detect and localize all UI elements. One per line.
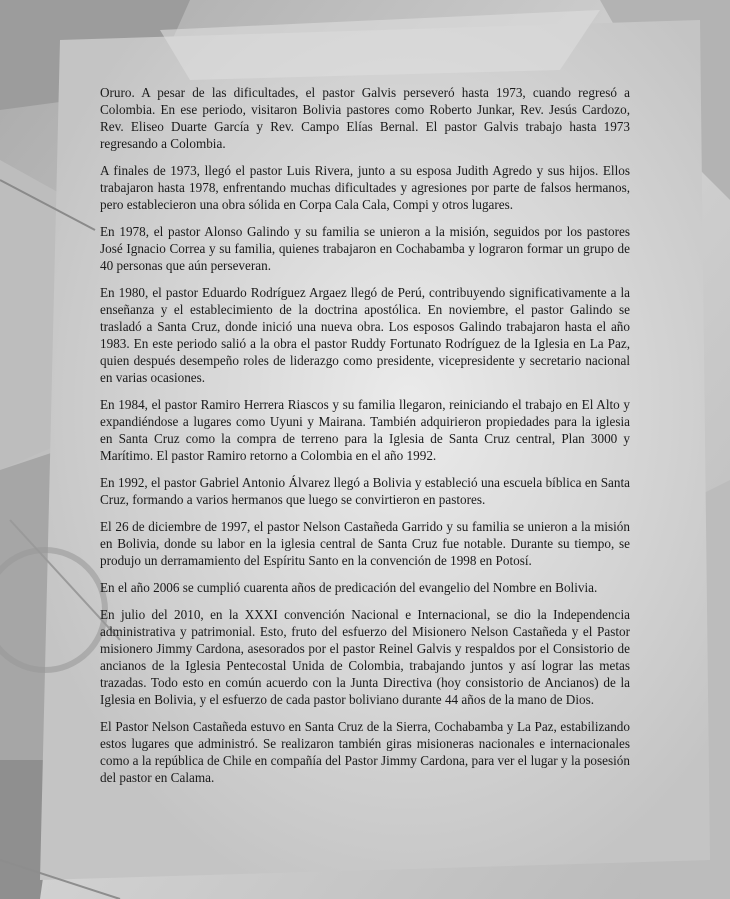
paragraph-8: En el año 2006 se cumplió cuarenta años de predicación del evangelio del Nombre en Bolivia. [100,580,598,595]
paragraph-1: Oruro. A pesar de las dificultades, el pastor Galvis perseveró hasta 1973, cuando regresó a Colombia. En ese periodo, visitaron Bolivia pastores como Roberto Junkar, Rev. Jesús Cardozo, Rev. Eliseo Duarte García y Rev. Campo Elías Bernal. El pastor Galvis trabajo hasta 1973 regresando a Colombia. [100,85,630,151]
document-body [100,84,630,796]
paragraph-5: En 1984, el pastor Ramiro Herrera Riascos y su familia llegaron, reiniciando el trabajo en El Alto y expandiéndose a lugares como Uyuni y Mairana. También adquirieron propiedades para la iglesia en Santa Cruz como la compra de terreno para la Iglesia de Santa Cruz central, Plan 3000 y Marítimo. El pastor Ramiro retorno a Colombia en el año 1992. [100,397,630,463]
paragraph-2: A finales de 1973, llegó el pastor Luis Rivera, junto a su esposa Judith Agredo y sus hijos. Ellos trabajaron hasta 1978, enfrentando muchas dificultades y agresiones por parte de falsos hermanos, pero establecieron una obra sólida en Corpa Cala Cala, Compi y otros lugares. [100,163,630,212]
paragraph-7: El 26 de diciembre de 1997, el pastor Nelson Castañeda Garrido y su familia se unieron a la misión en Bolivia, donde su labor en la iglesia central de Santa Cruz fue notable. Durante su tiempo, se produjo un derramamiento del Espíritu Santo en la convención de 1998 en Potosí. [100,519,630,568]
paragraph-4: En 1980, el pastor Eduardo Rodríguez Argaez llegó de Perú, contribuyendo significativamente a la enseñanza y el establecimiento de la doctrina apostólica. En noviembre, el pastor Galindo se trasladó a Santa Cruz, donde inició una nueva obra. Los esposos Galindo trabajaron hasta el año 1983. En este periodo salió a la obra el pastor Ruddy Fortunato Rodríguez de la Iglesia en La Paz, quien después desempeño roles de liderazgo como presidente, vicepresidente y secretario nacional en varias ocasiones. [100,285,630,385]
paragraph-3: En 1978, el pastor Alonso Galindo y su familia se unieron a la misión, seguidos por los pastores José Ignacio Correa y su familia, quienes trabajaron en Cochabamba y lograron formar un grupo de 40 personas que aún perseveran. [100,224,630,273]
paragraph-10: El Pastor Nelson Castañeda estuvo en Santa Cruz de la Sierra, Cochabamba y La Paz, estabilizando estos lugares que administró. Se realizaron también giras misioneras nacionales e internacionales como a la república de Chile en compañía del Pastor Jimmy Cardona, para ver el lugar y la posesión del pastor en Calama. [100,719,630,785]
paragraph-6: En 1992, el pastor Gabriel Antonio Álvarez llegó a Bolivia y estableció una escuela bíblica en Santa Cruz, formando a varios hermanos que luego se convirtieron en pastores. [100,475,630,507]
paragraph-9: En julio del 2010, en la XXXI convención Nacional e Internacional, se dio la Independencia administrativa y patrimonial. Esto, fruto del esfuerzo del Misionero Nelson Castañeda y el Pastor misionero Jimmy Cardona, asesorados por el pastor Reinel Galvis y respaldos por el Consistorio de ancianos de la Iglesia Pentecostal Unida de Colombia, trabajando juntos y así lograr las metas trazadas. Todo esto en común acuerdo con la Junta Directiva (hoy consistorio de Ancianos) de la Iglesia en Bolivia, y el esfuerzo de cada pastor boliviano durante 44 años de la mano de Dios. [100,607,630,707]
